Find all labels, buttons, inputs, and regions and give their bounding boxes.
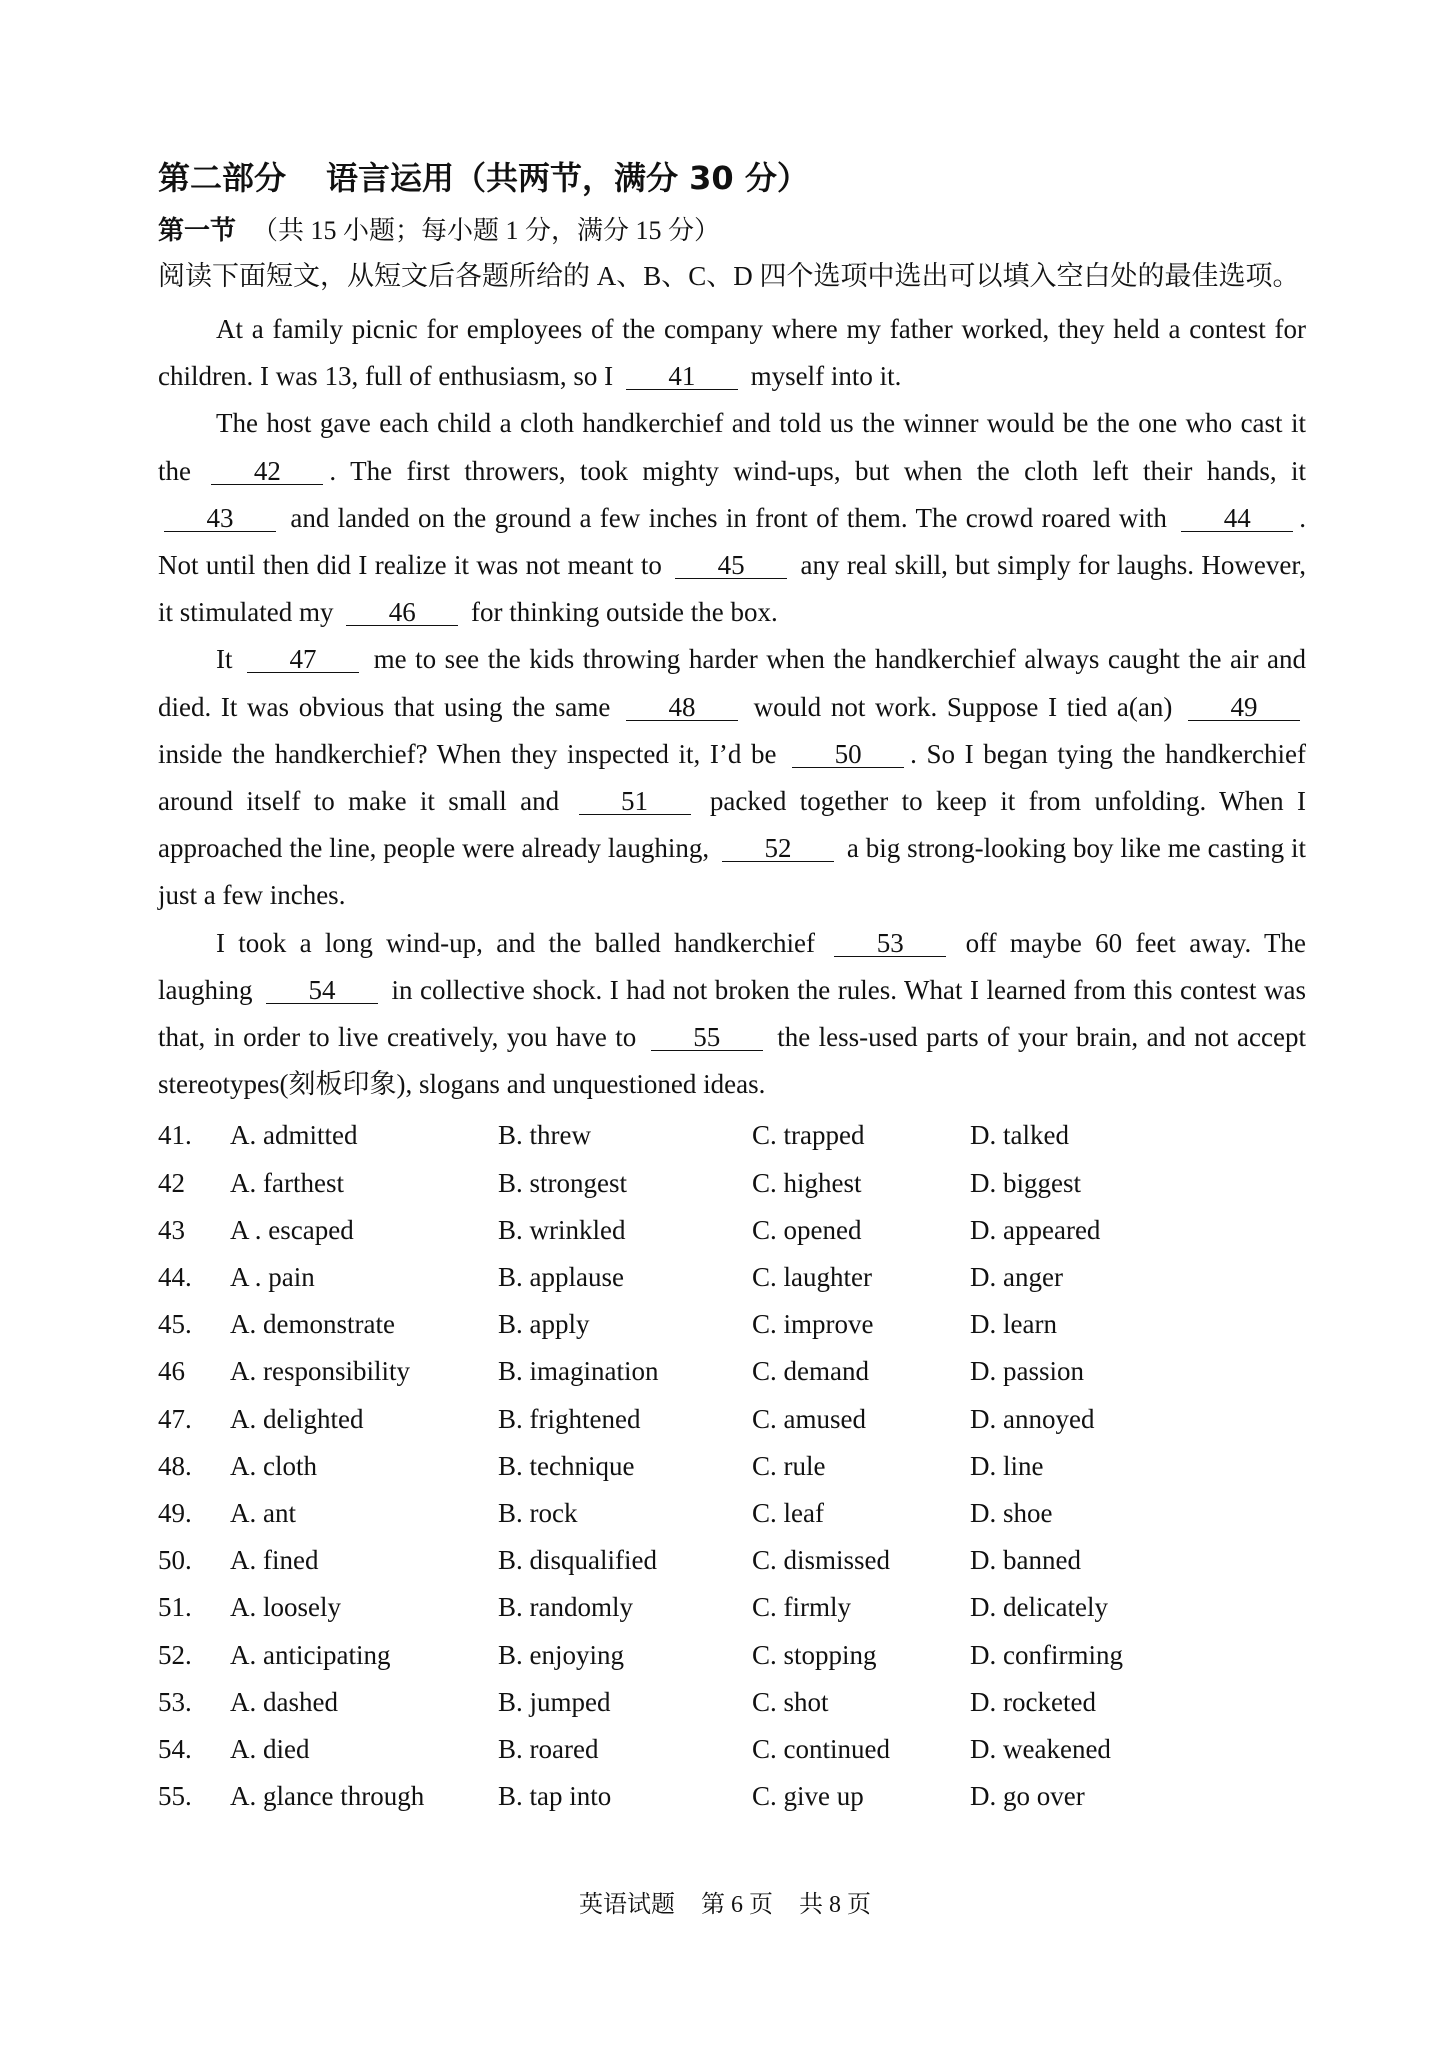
option-c: C. leaf xyxy=(752,1498,824,1529)
option-row xyxy=(158,1773,1306,1820)
option-a: A. loosely xyxy=(230,1592,341,1623)
blank-53: 53 xyxy=(834,930,946,957)
option-c: C. demand xyxy=(752,1356,869,1387)
option-a: A. dashed xyxy=(230,1686,338,1717)
option-row xyxy=(158,1443,1306,1490)
option-a: A . escaped xyxy=(230,1214,354,1245)
footer-total: 共 8 页 xyxy=(799,1892,871,1918)
page-footer xyxy=(0,1888,1450,1922)
option-b: B. rock xyxy=(498,1498,578,1529)
answer-options xyxy=(158,1112,1306,1820)
option-row xyxy=(158,1301,1306,1348)
option-d: D. biggest xyxy=(970,1167,1081,1198)
option-d: D. shoe xyxy=(970,1498,1053,1529)
blank-44: 44 xyxy=(1181,505,1293,532)
option-row xyxy=(158,1348,1306,1395)
option-b: B. randomly xyxy=(498,1592,633,1623)
option-b: B. wrinkled xyxy=(498,1214,626,1245)
question-number: 53. xyxy=(158,1686,192,1717)
option-b: B. strongest xyxy=(498,1167,628,1198)
blank-43: 43 xyxy=(164,505,276,532)
option-row xyxy=(158,1726,1306,1773)
passage-text: any real skill, but simply for laughs. However, it stimulated my xyxy=(158,550,1306,628)
passage-text: would not work. Suppose I tied a(an) xyxy=(744,691,1182,722)
passage-text: . So I began tying the handkerchief around itself to make it small and xyxy=(158,738,1307,817)
option-row xyxy=(158,1112,1306,1159)
option-row xyxy=(158,1396,1306,1443)
passage-text: the less-used parts of your brain, and not accept stereotypes(刻板印象), slogans and unquestioned ideas. xyxy=(158,1022,1306,1100)
option-d: D. go over xyxy=(970,1781,1085,1812)
option-d: D. rocketed xyxy=(970,1686,1096,1717)
cloze-passage xyxy=(158,306,1306,1108)
option-c: C. laughter xyxy=(752,1262,872,1293)
passage-text: I took a long wind-up, and the balled handkerchief xyxy=(216,927,829,958)
blank-41: 41 xyxy=(626,363,738,390)
option-b: B. threw xyxy=(498,1120,591,1151)
passage-text: inside the handkerchief? When they inspected it, I’d be xyxy=(158,738,787,769)
option-a: A. ant xyxy=(230,1498,296,1529)
option-row xyxy=(158,1679,1306,1726)
passage-text: . Not until then did I realize it was not meant to xyxy=(158,502,1306,581)
option-row xyxy=(158,1207,1306,1254)
blank-42: 42 xyxy=(211,458,323,485)
option-c: C. firmly xyxy=(752,1592,851,1623)
question-number: 47. xyxy=(158,1403,192,1434)
blank-49: 49 xyxy=(1188,694,1300,721)
option-d: D. talked xyxy=(970,1120,1069,1151)
option-d: D. delicately xyxy=(970,1592,1108,1623)
option-c: C. amused xyxy=(752,1403,866,1434)
option-a: A. responsibility xyxy=(230,1356,410,1387)
part-heading xyxy=(158,155,1306,201)
option-b: B. applause xyxy=(498,1262,624,1293)
blank-50: 50 xyxy=(792,741,904,768)
question-number: 45. xyxy=(158,1309,192,1340)
option-b: B. disqualified xyxy=(498,1545,657,1576)
option-b: B. apply xyxy=(498,1309,590,1340)
blank-47: 47 xyxy=(247,646,359,673)
option-d: D. appeared xyxy=(970,1214,1101,1245)
option-a: A. anticipating xyxy=(230,1639,391,1670)
footer-page: 第 6 页 xyxy=(701,1892,773,1918)
option-d: D. learn xyxy=(970,1309,1057,1340)
question-number: 48. xyxy=(158,1450,192,1481)
option-c: C. stopping xyxy=(752,1639,877,1670)
passage-paragraph xyxy=(158,400,1306,636)
option-row xyxy=(158,1490,1306,1537)
question-number: 52. xyxy=(158,1639,192,1670)
section-heading xyxy=(158,209,1306,253)
option-d: D. annoyed xyxy=(970,1403,1095,1434)
section-label: 第一节 xyxy=(158,216,237,246)
passage-text: myself into it. xyxy=(743,361,902,392)
option-c: C. give up xyxy=(752,1781,864,1812)
question-number: 55. xyxy=(158,1781,192,1812)
question-number: 42 xyxy=(158,1167,185,1198)
blank-45: 45 xyxy=(675,552,787,579)
option-row xyxy=(158,1537,1306,1584)
option-row xyxy=(158,1632,1306,1679)
option-c: C. continued xyxy=(752,1734,890,1765)
option-row xyxy=(158,1254,1306,1301)
blank-54: 54 xyxy=(266,977,378,1004)
blank-55: 55 xyxy=(651,1024,763,1051)
part-label: 第二部分 xyxy=(158,159,287,197)
passage-text: off maybe 60 feet away. The laughing xyxy=(158,927,1306,1005)
option-c: C. rule xyxy=(752,1450,826,1481)
passage-text: and landed on the ground a few inches in front of them. The crowd roared with xyxy=(282,502,1176,533)
option-b: B. enjoying xyxy=(498,1639,624,1670)
section-note: （共 15 小题；每小题 1 分，满分 15 分） xyxy=(252,216,721,245)
passage-paragraph xyxy=(158,636,1306,919)
option-d: D. passion xyxy=(970,1356,1084,1387)
option-d: D. weakened xyxy=(970,1734,1111,1765)
option-d: D. anger xyxy=(970,1262,1063,1293)
passage-text: The host gave each child a cloth handkerchief and told us the winner would be the one who cast it the xyxy=(158,408,1306,486)
option-c: C. shot xyxy=(752,1686,829,1717)
passage-text: . The first throwers, took mighty wind-ups, but when the cloth left their hands, it xyxy=(329,455,1306,486)
blank-52: 52 xyxy=(722,835,834,862)
option-d: D. banned xyxy=(970,1545,1081,1576)
option-a: A. admitted xyxy=(230,1120,358,1151)
passage-text: packed together to keep it from unfolding. When I approached the line, people were already laughing, xyxy=(158,786,1306,864)
passage-text: At a family picnic for employees of the company where my father worked, they held a contest for children. I was 13, full of enthusiasm, so I xyxy=(158,314,1306,392)
option-c: C. dismissed xyxy=(752,1545,891,1576)
option-c: C. improve xyxy=(752,1309,874,1340)
option-a: A. farthest xyxy=(230,1167,344,1198)
blank-51: 51 xyxy=(579,788,691,815)
passage-text: a big strong-looking boy like me casting it just a few inches. xyxy=(158,833,1306,911)
passage-paragraph xyxy=(158,920,1306,1109)
option-b: B. jumped xyxy=(498,1686,611,1717)
question-number: 41. xyxy=(158,1120,192,1151)
option-b: B. tap into xyxy=(498,1781,612,1812)
option-b: B. imagination xyxy=(498,1356,659,1387)
passage-text: for thinking outside the box. xyxy=(464,597,778,628)
option-a: A. died xyxy=(230,1734,310,1765)
question-number: 46 xyxy=(158,1356,185,1387)
option-row xyxy=(158,1160,1306,1207)
question-number: 54. xyxy=(158,1734,192,1765)
option-a: A. demonstrate xyxy=(230,1309,395,1340)
question-number: 50. xyxy=(158,1545,192,1576)
question-number: 43 xyxy=(158,1214,185,1245)
option-a: A. fined xyxy=(230,1545,319,1576)
question-number: 49. xyxy=(158,1498,192,1529)
option-d: D. line xyxy=(970,1450,1044,1481)
option-b: B. roared xyxy=(498,1734,599,1765)
blank-46: 46 xyxy=(346,599,458,626)
passage-text: me to see the kids throwing harder when the handkerchief always caught the air and died. It was obvious that using the same xyxy=(158,644,1306,722)
option-b: B. technique xyxy=(498,1450,635,1481)
passage-paragraph xyxy=(158,306,1306,400)
exam-page xyxy=(158,155,1306,1821)
passage-text: in collective shock. I had not broken the rules. What I learned from this contest was that, in order to live creatively, you have to xyxy=(158,974,1306,1053)
option-a: A . pain xyxy=(230,1262,315,1293)
option-c: C. trapped xyxy=(752,1120,865,1151)
option-a: A. glance through xyxy=(230,1781,425,1812)
option-d: D. confirming xyxy=(970,1639,1123,1670)
instructions: 阅读下面短文，从短文后各题所给的 A、B、C、D 四个选项中选出可以填入空白处的最佳选项。 xyxy=(158,261,1300,291)
option-b: B. frightened xyxy=(498,1403,641,1434)
part-title: 语言运用（共两节，满分 30 分） xyxy=(326,159,809,197)
question-number: 51. xyxy=(158,1592,192,1623)
question-number: 44. xyxy=(158,1262,192,1293)
option-row xyxy=(158,1584,1306,1631)
blank-48: 48 xyxy=(626,694,738,721)
footer-subject: 英语试题 xyxy=(579,1892,675,1918)
option-c: C. opened xyxy=(752,1214,862,1245)
option-a: A. cloth xyxy=(230,1450,317,1481)
passage-text: It xyxy=(216,644,242,675)
option-a: A. delighted xyxy=(230,1403,364,1434)
option-c: C. highest xyxy=(752,1167,862,1198)
